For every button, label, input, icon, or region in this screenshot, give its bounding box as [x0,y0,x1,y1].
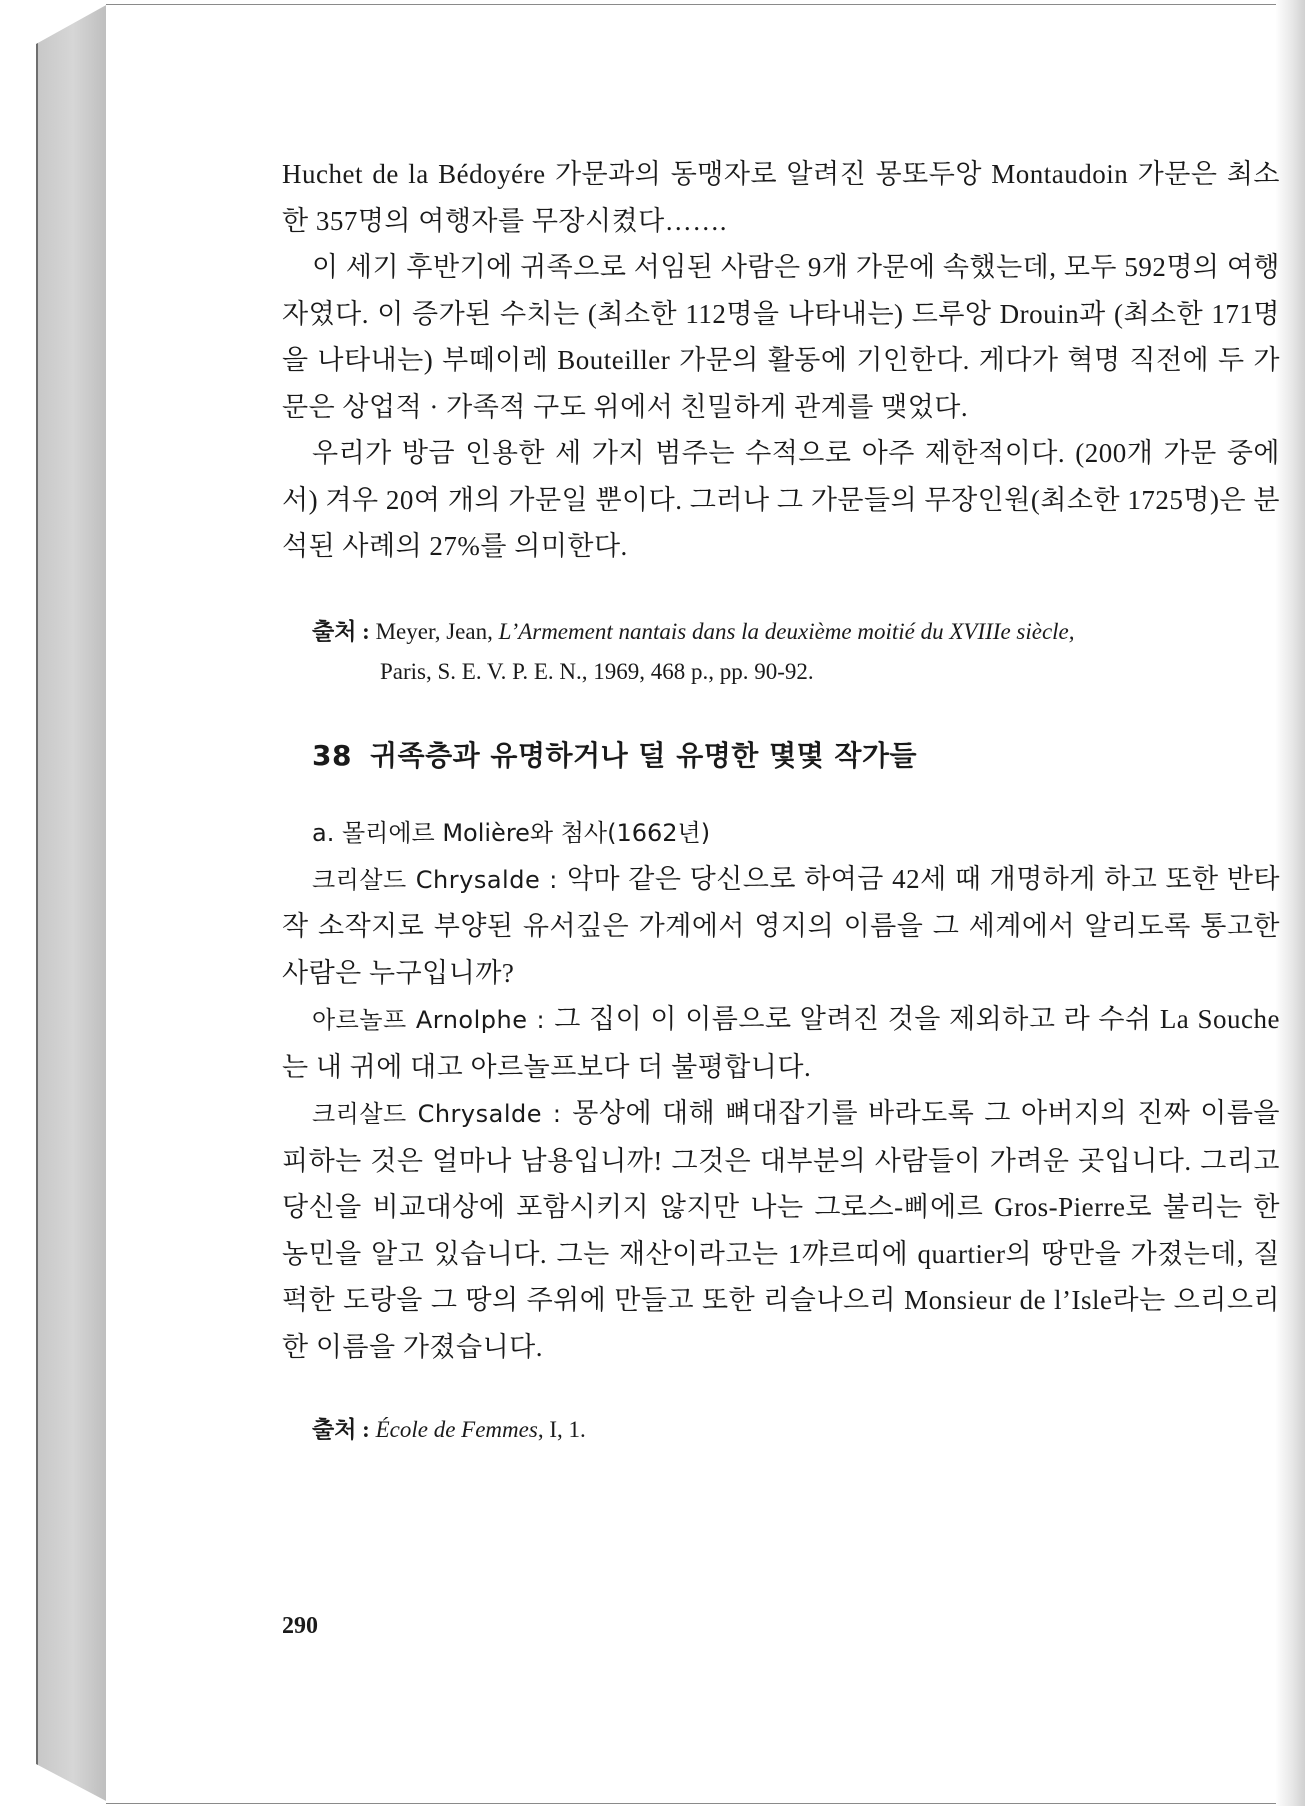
source-citation-2 [282,1410,1280,1450]
dialogue-line-2 [282,996,1280,1090]
source-details: Paris, S. E. V. P. E. N., 1969, 468 p., pp. 90-92. [380,658,814,684]
speaker-name: 아르놀프 Arnolphe : [312,1006,555,1034]
dialogue-line-3 [282,1090,1280,1370]
source-label: 출처 : [312,618,376,644]
section-heading [312,734,1280,774]
source-label: 출처 : [312,1417,376,1442]
source-citation-1 [282,612,1280,692]
book-page [106,4,1280,1804]
dialogue-text: 악마 같은 당신으로 하여금 42세 때 개명하게 하고 또한 반타작 소작지로 부양된 유서깊은 가계에서 영지의 이름을 그 세계에서 알리도록 통고한 사람은 누구입니까? [282,863,1280,988]
paragraph-continuation: Huchet de la Bédoyére 가문과의 동맹자로 알려진 몽또두앙 Montaudoin 가문은 최소한 357명의 여행자를 무장시켰다……. [282,159,1280,236]
dialogue-text: 몽상에 대해 뼈대잡기를 바라도록 그 아버지의 진짜 이름을 피하는 것은 얼마나 남용입니까! 그것은 대부분의 사람들이 가려운 곳입니다. 그리고 당신을 비교대상에 포함시키지 않지만 나는 그로스-삐에르 Gros-Pierre로 불리는 한 농민을 알고 있습니다. 그는 재산이라고는 1꺄르띠에 quartier의 땅만을 가졌는데, 질퍽한 도랑을 그 땅의 주위에 만들고 또한 리슬나으리 Monsieur de l’Isle라는 으리으리한 이름을 가졌습니다. [282,1098,1280,1362]
section-title: 귀족층과 유명하거나 덜 유명한 몇몇 작가들 [369,738,918,772]
source-details: , I, 1. [537,1417,586,1442]
subsection-heading: a. 몰리에르 Molière와 첨사(1662년) [312,818,711,847]
speaker-name: 크리살드 Chrysalde : [312,1100,573,1128]
section-number: 38 [312,738,352,772]
paragraph-3: 우리가 방금 인용한 세 가지 범주는 수적으로 아주 제한적이다. (200개 가문 중에서) 겨우 20여 개의 가문일 뿐이다. 그러나 그 가문들의 무장인원(최소한 1725명)은 분석된 사례의 27%를 의미한다. [282,438,1280,561]
source-title: L’Armement nantais dans la deuxième moitié du XVIIIe siècle, [498,618,1075,644]
book-spine-edge [36,4,108,1802]
source-author: Meyer, Jean, [375,618,499,644]
source-title: École de Femmes [375,1417,538,1442]
page-content [282,151,1280,1450]
speaker-name: 크리살드 Chrysalde : [312,865,567,894]
dialogue-line-1 [282,856,1280,997]
page-number: 290 [282,1613,318,1639]
dialogue-text: 그 집이 이 이름으로 알려진 것을 제외하고 라 수쉬 La Souche는 내 귀에 대고 아르놀프보다 더 불평합니다. [282,1004,1280,1082]
paragraph-2: 이 세기 후반기에 귀족으로 서임된 사람은 9개 가문에 속했는데, 모두 592명의 여행자였다. 이 증가된 수치는 (최소한 112명을 나타내는) 드루앙 Drouin과 (최소한 171명을 나타내는) 부떼이레 Bouteiller 가문의 활동에 기인한다. 게다가 혁명 직전에 두 가문은 상업적 · 가족적 구도 위에서 친밀하게 관계를 맺었다. [282,252,1280,422]
